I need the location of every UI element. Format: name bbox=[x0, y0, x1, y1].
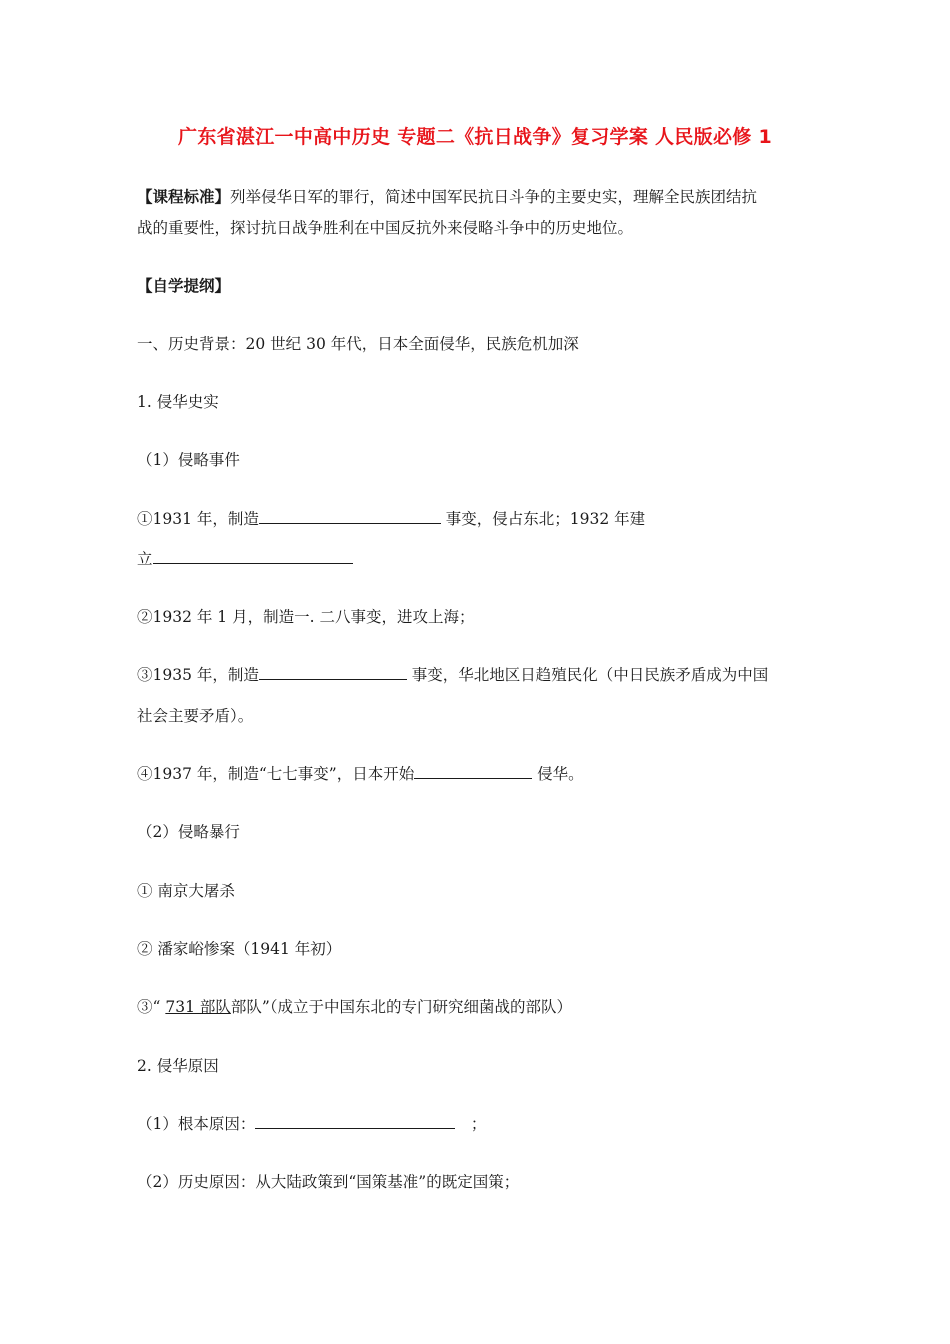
event-4-blank[interactable] bbox=[414, 764, 532, 779]
event-4-pre: ④1937 年，制造“七七事变”，日本开始 bbox=[137, 765, 415, 783]
sub-1-heading: （1）侵略事件 bbox=[137, 451, 240, 469]
atrocity-3-pre: ③“ bbox=[137, 998, 166, 1016]
course-standard-text-1: 列举侵华日军的罪行，简述中国军民抗日斗争的主要史实，理解全民族团结抗 bbox=[230, 188, 758, 206]
event-3-line-1 bbox=[137, 665, 768, 685]
event-3-pre: ③1935 年，制造 bbox=[137, 666, 259, 684]
event-4-post: 侵华。 bbox=[532, 765, 584, 783]
event-1-line-2 bbox=[137, 549, 353, 569]
outline-heading: 【自学提纲】 bbox=[137, 277, 231, 295]
course-standard-label: 【课程标准】 bbox=[137, 188, 231, 206]
event-1-line-1 bbox=[137, 509, 645, 529]
atrocity-3-underlined: 731 部队 bbox=[165, 998, 231, 1016]
cause-1-blank[interactable] bbox=[255, 1114, 455, 1129]
event-1-line2-text: 立 bbox=[137, 550, 153, 568]
cause-1-pre: （1）根本原因： bbox=[137, 1115, 256, 1133]
course-standard-line-1 bbox=[137, 187, 757, 207]
event-1-blank-2[interactable] bbox=[153, 549, 353, 564]
event-4-line bbox=[137, 764, 584, 784]
cause-2-line: （2）历史原因：从大陆政策到“国策基准”的既定国策； bbox=[137, 1173, 520, 1191]
event-1-pre: ①1931 年，制造 bbox=[137, 510, 259, 528]
cause-1-post: ； bbox=[455, 1115, 487, 1133]
atrocity-1-line: ① 南京大屠杀 bbox=[137, 882, 235, 900]
event-1-post: 事变，侵占东北；1932 年建 bbox=[440, 510, 646, 528]
section-1-heading: 一、历史背景：20 世纪 30 年代，日本全面侵华，民族危机加深 bbox=[137, 335, 579, 353]
event-3-blank[interactable] bbox=[259, 665, 407, 680]
cause-1-line bbox=[137, 1114, 486, 1134]
atrocity-2-line: ② 潘家峪惨案（1941 年初） bbox=[137, 940, 342, 958]
event-3-post: 事变，华北地区日趋殖民化（中日民族矛盾成为中国 bbox=[406, 666, 769, 684]
sub-2-heading: （2）侵略暴行 bbox=[137, 823, 240, 841]
course-standard-line-2: 战的重要性，探讨抗日战争胜利在中国反抗外来侵略斗争中的历史地位。 bbox=[137, 219, 634, 237]
item-2-heading: 2. 侵华原因 bbox=[137, 1057, 219, 1075]
event-2-line: ②1932 年 1 月，制造一. 二八事变，进攻上海； bbox=[137, 608, 475, 626]
item-1-heading: 1. 侵华史实 bbox=[137, 393, 219, 411]
event-3-line-2: 社会主要矛盾）。 bbox=[137, 707, 254, 725]
atrocity-3-line bbox=[137, 997, 572, 1017]
event-1-blank[interactable] bbox=[259, 509, 441, 524]
document-title: 广东省湛江一中高中历史 专题二《抗日战争》复习学案 人民版必修 1 bbox=[178, 126, 772, 148]
atrocity-3-post: 部队”（成立于中国东北的专门研究细菌战的部队） bbox=[230, 998, 573, 1016]
